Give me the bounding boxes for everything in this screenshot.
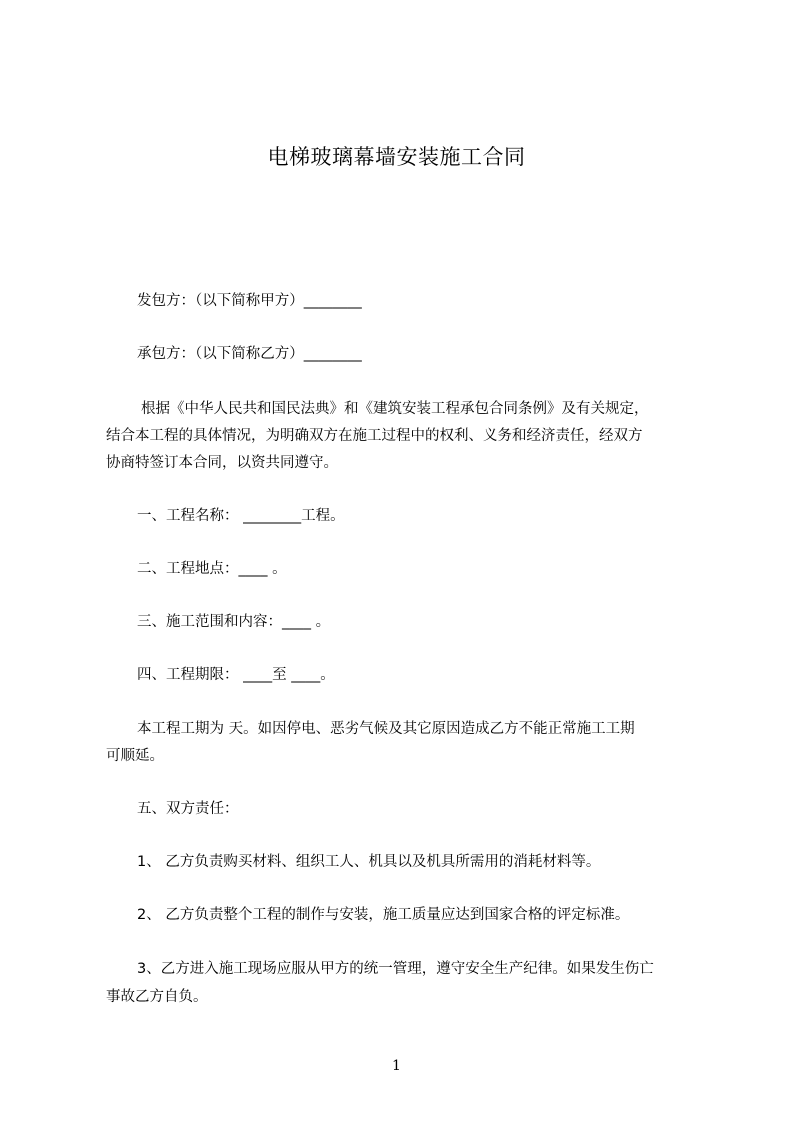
responsibility-1: 1、 乙方负责购买材料、组织工人、机具以及机具所需用的消耗材料等。 xyxy=(137,854,601,870)
clause-period: 四、工程期限： ____至 ____。 xyxy=(137,667,335,683)
document-title: 电梯玻璃幕墙安装施工合同 xyxy=(267,145,526,169)
preamble-line-3: 协商特签订本合同，以资共同遵守。 xyxy=(106,455,338,471)
page-number: 1 xyxy=(392,1058,401,1074)
preamble-line-1: 根据《中华人民共和国民法典》和《建筑安装工程承包合同条例》及有关规定， xyxy=(141,401,649,417)
responsibility-2: 2、 乙方负责整个工程的制作与安装，施工质量应达到国家合格的评定标准。 xyxy=(137,907,630,923)
clause-scope: 三、施工范围和内容：____ 。 xyxy=(137,614,331,630)
clause-project-name: 一、工程名称： ________工程。 xyxy=(137,508,345,524)
responsibility-3-line-2: 事故乙方自负。 xyxy=(106,989,208,1005)
preamble-line-2: 结合本工程的具体情况，为明确双方在施工过程中的权利、义务和经济责任，经双方 xyxy=(106,428,643,444)
party-a-line: 发包方：（以下简称甲方）________ xyxy=(137,293,362,309)
responsibilities-heading: 五、双方责任： xyxy=(137,801,239,817)
responsibility-3-line-1: 3、乙方进入施工现场应服从甲方的统一管理，遵守安全生产纪律。如果发生伤亡 xyxy=(137,961,654,977)
duration-note-line-2: 可顺延。 xyxy=(106,748,164,764)
duration-note-line-1: 本工程工期为 天。如因停电、恶劣气候及其它原因造成乙方不能正常施工工期 xyxy=(137,721,635,737)
clause-project-location: 二、工程地点：____ 。 xyxy=(137,561,287,577)
party-b-line: 承包方：（以下简称乙方）________ xyxy=(137,346,362,362)
